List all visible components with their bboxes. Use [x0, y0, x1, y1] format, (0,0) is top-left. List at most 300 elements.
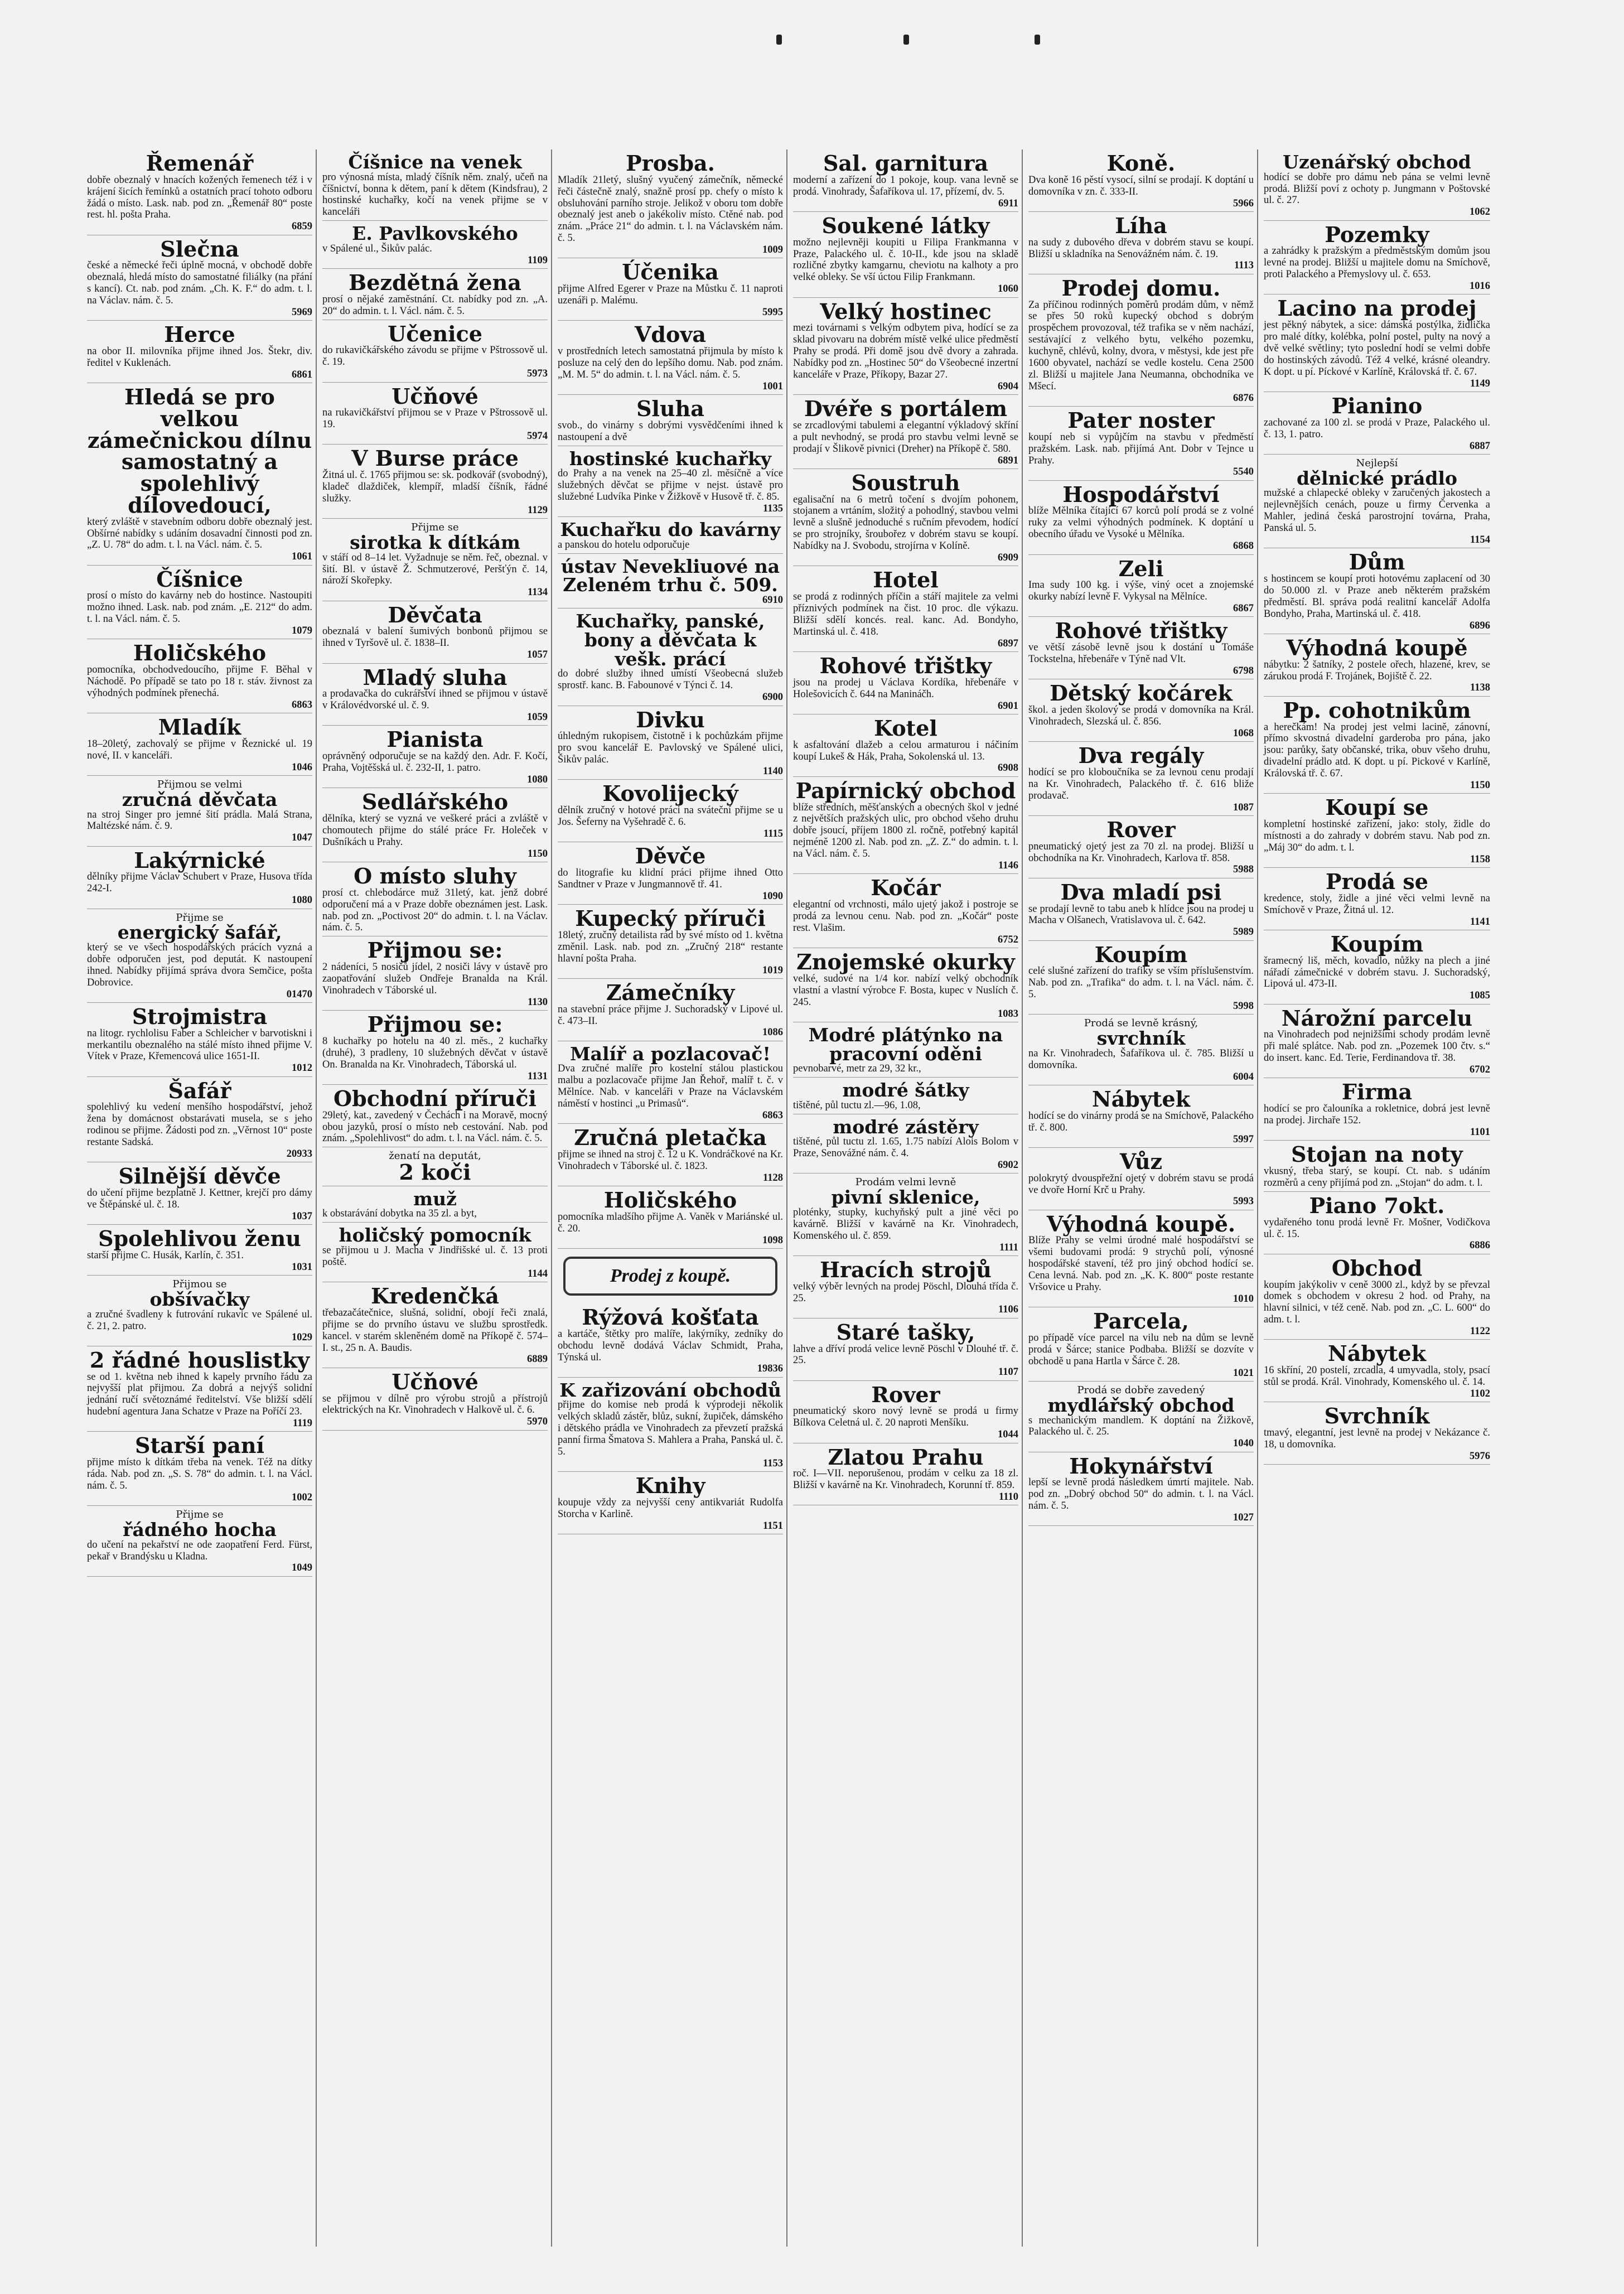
- ad-headline: Starší paní: [135, 1433, 264, 1458]
- ad-body: 16 skříní, 20 postelí, zrcadla, 4 umyvadla, stoly, psací stůl se prodá. Král. Vinohrady, Komenského ul. č. 14.: [1264, 1365, 1490, 1388]
- classified-ad: [793, 1022, 1018, 1078]
- ad-number: 6911: [998, 197, 1018, 209]
- classified-ad: [1028, 212, 1254, 274]
- ad-body: prosí o nějaké zaměstnání. Ct. nabídky pod zn. „A. 20“ do admin. t. l. Václ. nám. č. 5.: [322, 293, 548, 317]
- ad-number: 1031: [292, 1261, 312, 1273]
- ad-body: blíže Mělníka čítající 67 korců polí prodá se z volné ruky za velmi výhodných podmínek. K doptání u obecního úřadu ve Vysoké u Mělníka.: [1028, 505, 1254, 540]
- classified-ad: [793, 469, 1018, 567]
- ad-body: dělník zručný v hotové práci na sváteční přijme se u Jos. Šeferny na Vyšehradě č. 6.: [558, 805, 783, 828]
- ad-number: 1131: [528, 1070, 548, 1082]
- ad-body: do litografie ku klidní práci přijme ihned Otto Sandtner v Praze v Jungmannově tř. 41.: [558, 867, 783, 890]
- ad-number: 5540: [1233, 466, 1254, 478]
- classified-ad: [1264, 1402, 1490, 1465]
- ad-body: se prodají levně to tabu aneb k hlídce jsou na prodej u Macha v Olšanech, Vratislavova ul. č. 642.: [1028, 903, 1254, 926]
- classified-ad: [87, 1506, 312, 1577]
- classified-ad: [322, 936, 548, 1011]
- ad-number: 6909: [998, 552, 1018, 564]
- ad-number: 1110: [999, 1491, 1018, 1503]
- ad-body: ve větší zásobě levně jsou k dostání u Tomáše Tockstelna, hřebenáře v Týně nad Vlt.: [1028, 642, 1254, 665]
- column-2: [319, 149, 552, 2247]
- ad-number: 1049: [292, 1562, 312, 1574]
- ad-headline: Soustruh: [851, 470, 960, 495]
- ad-body: dobře obeznalý v hnacích kožených řemenech též i v krájení šicích řemínků a ostatních prací tohoto odboru žádá o místo. Lask. nab. pod zn. „Řemenář 80“ poste rest. hl. pošta Praha.: [87, 174, 312, 221]
- ad-headline: Hracích strojů: [820, 1257, 992, 1282]
- ad-number: 6910: [762, 595, 783, 606]
- ad-body: dělníka, který se vyzná ve veškeré práci a zvláště v chomoutech přijme do stálé práce Fr. Holeček v Dušníkách u Prahy.: [322, 813, 548, 848]
- ad-headline: hostinské kuchařky: [569, 447, 772, 470]
- classified-ad: [87, 639, 312, 713]
- ad-number: 1109: [528, 254, 548, 266]
- ad-number: 1029: [292, 1332, 312, 1344]
- ad-headline: zručná děvčata: [122, 788, 278, 810]
- ad-headline: Holičského: [133, 640, 267, 666]
- ad-number: 1002: [292, 1491, 312, 1503]
- ad-number: 1085: [1470, 990, 1490, 1002]
- ad-headline: modré zástěry: [833, 1115, 979, 1138]
- ad-headline: Firma: [1341, 1079, 1413, 1105]
- ad-headline: Stojan na noty: [1291, 1142, 1463, 1167]
- ad-number: 1115: [763, 828, 783, 839]
- classified-ad: [793, 1114, 1018, 1174]
- ad-body: se zrcadlovými tabulemi a elegantní výkladový skříní a pult nevhodný, se prodá pro stavbu velmi levně se prodají v Šlikově pivnici (Dreher) na Příkopě č. 580.: [793, 419, 1018, 455]
- classified-ad: [322, 149, 548, 221]
- classified-ad: [322, 445, 548, 519]
- ad-lead: Přijme se: [176, 911, 224, 924]
- ad-body: který zvláště v stavebním odboru dobře obeznalý jest. Obšírné nabídky s udáním dosavadní činnosti pod zn. „Z. U. 78“ do adm. t. l. na Václ. nám. č. 5.: [87, 516, 312, 551]
- classified-ad: [558, 446, 783, 518]
- ad-number: 1101: [1470, 1127, 1490, 1138]
- classified-ad: [322, 788, 548, 862]
- ad-headline: Holičského: [603, 1187, 737, 1213]
- classified-ad: [793, 395, 1018, 469]
- ad-body: přijme Alfred Egerer v Praze na Můstku č. 11 naproti uzenáři p. Malému.: [558, 283, 783, 307]
- ad-headline: 2 řádné houslistky: [89, 1347, 310, 1373]
- ad-body: lepší se levně prodá následkem úmrtí majitele. Nab. pod zn. „Dobrý obchod 50“ do admin. t. l. na Václ. nám. č. 5.: [1028, 1477, 1254, 1512]
- ad-body: s hostincem se koupí proti hotovému zaplacení od 30 do 50.000 zl. v Praze aneb některém pražském předměstí. Bl. správa podá realitní kancelář Adolfa Bondyho, Praha, Martinská ul. č. 418.: [1264, 573, 1490, 620]
- ad-number: 5997: [1233, 1133, 1254, 1145]
- ad-body: kompletní hostinské zařízení, jako: stoly, židle do místnosti a do zahrady v dobrém stavu. Nab pod zn. „Máj 30“ do adm. t. l.: [1264, 819, 1490, 853]
- ad-body: lahve a dříví prodá velice levně Pöschl v Dlouhé tř. č. 25.: [793, 1343, 1018, 1366]
- classified-ad: [1264, 392, 1490, 455]
- ad-number: 6897: [998, 638, 1018, 649]
- ad-headline: Herce: [164, 322, 235, 347]
- ad-number: 5970: [527, 1416, 548, 1428]
- ad-number: 1128: [763, 1172, 783, 1184]
- classified-ad: [87, 847, 312, 909]
- ad-body: Blíže Prahy se velmi úrodné malé hospodářství se všemi budovami prodá: 9 strychů polí, výnosné hospodářské stavení, též pro jiný obchod hodící se. Cena levná. Nab. pod zn. „K. K. 800“ poste restante Vršovice u Prahy.: [1028, 1235, 1254, 1293]
- ad-headline: Strojmistra: [132, 1003, 268, 1029]
- ad-body: do učení na pekařství ne ode zaopatření Ferd. Fürst, pekař v Brandýsku u Kladna.: [87, 1539, 312, 1562]
- classified-ad: [558, 149, 783, 258]
- ad-headline: E. Pavlkovského: [352, 223, 518, 245]
- ad-columns: [84, 149, 1602, 2247]
- ad-body: na stavební práce přijme J. Suchoradský v Lipové ul. č. 473–II.: [558, 1003, 783, 1027]
- ad-number: 5993: [1233, 1196, 1254, 1208]
- ad-headline: Kuchařky, panské, bony a děvčata k vešk. prácí: [576, 610, 765, 670]
- ad-body: úhledným rukopisem, čistotně i k pochůzkám přijme pro svou kancelář E. Pavlovský ve Spálené ulici, Šikův palác.: [558, 731, 783, 766]
- classified-ad: [1264, 634, 1490, 697]
- classified-ad: [322, 1223, 548, 1282]
- ad-headline: Malíř a pozlacovač!: [570, 1042, 771, 1065]
- ad-number: 1068: [1233, 727, 1254, 739]
- classified-ad: [1264, 1340, 1490, 1402]
- ad-number: 1059: [527, 712, 548, 723]
- ad-number: 1044: [998, 1429, 1018, 1441]
- ad-body: na rukavičkářství přijmou se v Praze v Pštrossově ul. 19.: [322, 407, 548, 431]
- ad-headline: Slečna: [160, 236, 239, 262]
- ad-headline: Dvéře s portálem: [804, 396, 1008, 422]
- ad-number: 6702: [1470, 1064, 1490, 1076]
- ad-headline: holičský pomocník: [339, 1224, 531, 1247]
- column-3: [554, 149, 787, 2247]
- ad-headline: Dům: [1348, 549, 1405, 575]
- ad-body: spolehlivý ku vedení menšího hospodářství, jehož žena by domácnost obstarávati musela, se s jeho rodinou se přijme. Žádosti pod zn. „Věrnost 10“ poste restante Sadská.: [87, 1102, 312, 1148]
- classified-ad: [793, 1078, 1018, 1114]
- ad-body: prosí o místo do kavárny neb do hostince. Nastoupiti možno ihned. Lask. nab. pod znám. „E. 212“ do adm. t. l. na Václ. nám. č. 5.: [87, 590, 312, 625]
- ad-lead: ženatí na deputát,: [389, 1150, 481, 1162]
- classified-ad: [322, 1282, 548, 1368]
- ad-body: 2 nádeníci, 5 nosičů jídel, 2 nosiči lávy v ústavě pro zaopatřování služeb Ondřeje Branalda na Král. Vinohradech v Táborské ul.: [322, 962, 548, 996]
- classified-ad: [793, 566, 1018, 652]
- classified-ad: [1264, 1254, 1490, 1340]
- classified-ad: [87, 909, 312, 1003]
- ad-body: ploténky, stupky, kuchyňský pult a jiné věci po kavárně. Bližší v kavárně na Kr. Vinohradech, Komenského ul. č. 859.: [793, 1206, 1018, 1242]
- ad-number: 6863: [762, 1109, 783, 1121]
- ad-number: 1010: [1233, 1293, 1254, 1305]
- ad-body: pomocníka mladšího přijme A. Vaněk v Mariánské ul. č. 20.: [558, 1211, 783, 1234]
- ad-lead: Přijme se: [411, 521, 459, 534]
- ad-headline: Zručná pletačka: [574, 1125, 767, 1151]
- ad-body: oprávněný odporučuje se na každý den. Adr. F. Kočí, Praha, Vojtěšská ul. č. 232-II, 1. patro.: [322, 751, 548, 774]
- ad-body: roč. I—VII. neporušenou, prodám v celku za 18 zl. Bližší v kavárně na Kr. Vinohradech, Korunní tř. 859.: [793, 1468, 1018, 1491]
- ad-headline: mydlářský obchod: [1047, 1394, 1235, 1416]
- ad-headline: Učňové: [392, 1369, 478, 1394]
- ad-number: 1150: [528, 848, 548, 859]
- ad-headline: Nábytek: [1327, 1341, 1427, 1366]
- ad-lead: Přijme se: [176, 1509, 224, 1521]
- ad-number: 1106: [998, 1304, 1018, 1316]
- ad-body: v stáří od 8–14 let. Vyžadnuje se něm. řeč, obeznal. v šití. Bl. v ústavě Ž. Schmutzerové, Peršťýn č. 14, nároží Skořepky.: [322, 552, 548, 587]
- ad-body: egalisační na 6 metrů točení s dvojím pohonem, stojanem a vrtáním, složitý a pohodlný, stavbou velmi levně a slušně jednoduché s ručním převodem, hodící se pro strojníky, šroubořez v dobrém stavu se koupí. Nabídky na J. Svobodu, strojírna v Kolíně.: [793, 494, 1018, 552]
- classified-ad: [322, 320, 548, 383]
- ad-body: na obor II. milovníka přijme ihned Jos. Štekr, div. ředitel v Kuklenách.: [87, 346, 312, 369]
- ad-body: polokrytý dvouspřežní ojetý v dobrém stavu se prodá ve dvoře Horní Krč u Prahy.: [1028, 1172, 1254, 1196]
- ad-headline: Zlatou Prahu: [828, 1444, 984, 1470]
- ad-headline: Spolehlivou ženu: [98, 1226, 301, 1252]
- classified-ad: [558, 1472, 783, 1534]
- ad-number: 01470: [286, 988, 312, 1000]
- ad-number: 6900: [762, 692, 783, 703]
- ad-number: 1113: [1234, 260, 1254, 272]
- classified-ad: [558, 258, 783, 321]
- column-4: [790, 149, 1023, 2247]
- ad-body: Za příčinou rodinných poměrů prodám dům, v němž se přes 50 roků kupecký obchod s dobrým prospěchem provozoval, též trafika se v něm nachází, sestávající z velkého bytu, velkého pozemku, kuchyně, chlévů, kolny, dvora, v městysi, kde jest pře 1600 obyvatel, nachází se vedle kostelu. Cena 2500 zl. Bližší u majitele Jana Neumanna, obchodníka ve Mšecí.: [1028, 299, 1254, 392]
- ad-body: přijme se ihned na stroj č. 12 u K. Vondráčkové na Kr. Vinohradech v Táborské ul. č. 1823.: [558, 1149, 783, 1172]
- ad-headline: Hledá se pro velkou zámečnickou dílnu samostatný a spolehlivý dílovedoucí,: [87, 384, 312, 518]
- ad-headline: Děvčata: [388, 602, 482, 627]
- ad-body: po případě více parcel na vilu neb na dům se levně prodá v Šárce; stanice Podbaba. Bližší se dozvíte v obchodě u pana Hartla v Šárce č. 28.: [1028, 1332, 1254, 1367]
- section-banner: Prodej z koupě.: [563, 1257, 777, 1296]
- ad-number: 1040: [1233, 1438, 1254, 1450]
- ad-body: velký výběr levných na prodej Pöschl, Dlouhá třída č. 25.: [793, 1281, 1018, 1304]
- ad-number: 1134: [528, 587, 548, 598]
- classified-ad: [1264, 794, 1490, 868]
- ad-number: 6876: [1233, 392, 1254, 404]
- ad-headline: sirotka k dítkám: [350, 531, 520, 553]
- classified-ad: [87, 776, 312, 847]
- classified-ad: [1264, 294, 1490, 392]
- classified-ad: [793, 777, 1018, 875]
- classified-ad: [558, 1124, 783, 1186]
- ad-body: pneumatický ojetý jest za 70 zl. na prodej. Bližší u obchodníka na Kr. Vinohradech, Karlova tř. 858.: [1028, 841, 1254, 864]
- ad-number: 1060: [998, 283, 1018, 295]
- ad-headline: Znojemské okurky: [796, 949, 1015, 975]
- classified-ad: [1028, 1307, 1254, 1382]
- ad-headline: Obchod: [1331, 1255, 1423, 1281]
- ad-number: 1061: [292, 551, 312, 563]
- ad-lead: Prodá se dobře zavedený: [1077, 1384, 1205, 1397]
- classified-ad: [87, 383, 312, 566]
- ad-number: 1019: [762, 964, 783, 976]
- ad-headline: Pianista: [386, 727, 484, 752]
- ad-number: 6908: [998, 762, 1018, 774]
- ad-number: 6863: [292, 699, 312, 711]
- ad-body: elegantní od vrchnosti, málo ujetý jakož i postroje se prodá za levnou cenu. Nab. pod zn. „Kočár“ poste rest. Vlašim.: [793, 899, 1018, 934]
- ad-headline: Učenice: [388, 321, 482, 346]
- ad-number: 1158: [1470, 853, 1490, 865]
- ad-number: 5989: [1233, 926, 1254, 938]
- ad-body: a kartáče, štětky pro malíře, lakýrníky, zedníky do obchodu levně dodává Václav Schmidt, Praha, Týnská ul.: [558, 1328, 783, 1363]
- classified-ad: [1264, 221, 1490, 295]
- ad-body: přijme místo k dítkám třeba na venek. Též na dítky ráda. Nab. pod zn. „S. S. 78“ do admin. t. l. na Václ. nám. č. 5.: [87, 1457, 312, 1491]
- ad-body: 8 kuchařky po hotelu na 40 zl. měs., 2 kuchařky (druhé), 3 pradleny, 10 služebných děvčat v ústavě On. Branalda na Kr. Vinohradech, Táborská ul.: [322, 1035, 548, 1070]
- ad-headline: Děvče: [635, 843, 706, 869]
- ad-body: a zahrádky k pražským a předměstským domům jsou levné na prodej. Bližší u majitele domu na Smíchově, proti Palackého a Přemyslovy ul. č. 653.: [1264, 245, 1490, 281]
- ad-number: 1037: [292, 1210, 312, 1222]
- ad-number: 1138: [1470, 682, 1490, 694]
- ad-number: 1129: [528, 504, 548, 516]
- ad-body: s mechanickým mandlem. K doptání na Žižkově, Palackého ul. č. 25.: [1028, 1414, 1254, 1438]
- ad-headline: svrchník: [1096, 1027, 1186, 1050]
- ad-number: 6902: [998, 1160, 1018, 1171]
- ad-headline: Nárožní parcelu: [1281, 1005, 1473, 1031]
- classified-ad: [322, 269, 548, 320]
- ad-body: tištěné, půl tuctu zl.—96, 1.08,: [793, 1099, 921, 1111]
- ad-headline: Koupím: [1330, 931, 1424, 957]
- ad-number: 6901: [998, 700, 1018, 712]
- ad-headline: Výhodná koupě: [1286, 635, 1468, 660]
- ad-headline: Učňové: [392, 383, 478, 409]
- ad-number: 1135: [763, 503, 783, 514]
- classified-ad: [793, 149, 1018, 212]
- ad-headline: obšívačky: [149, 1288, 250, 1310]
- ad-lead: Přijmou se: [172, 1278, 227, 1291]
- ad-headline: Sluha: [636, 396, 704, 422]
- ad-body: mužské a chlapecké obleky v zaručených jakostech a nejlevnějších cenách, pouze u firmy Červenka a Mahler, jediná česká parostrojní továrna, Praha, Panská ul. 5.: [1264, 487, 1490, 534]
- ad-number: 6868: [1233, 540, 1254, 552]
- ad-headline: Číšnice: [156, 566, 243, 592]
- classified-ad: [793, 1173, 1018, 1255]
- ad-body: a herečkám! Na prodej jest velmi lacině, zánovní, přímo skvostná divadelní garderoba pro pána, jako jsou: parůky, šaty občanské, trika, obuv všeho druhu, divadelní prádlo atd. K dopt. u pí. Pickové v Karlíně, Královská tř. č. 67.: [1264, 721, 1490, 780]
- ad-headline: Hospodářství: [1062, 481, 1220, 507]
- ad-headline: Kovolijecký: [602, 781, 738, 806]
- ad-body: pneumatický skoro nový levně se prodá u firmy Bílkova Celetná ul. č. 20 naproti Menšíku.: [793, 1406, 1018, 1429]
- ad-number: 19836: [757, 1363, 783, 1375]
- ad-headline: Kočár: [871, 875, 941, 901]
- ad-body: dělníky přijme Václav Schubert v Praze, Husova třída 242-I.: [87, 871, 312, 895]
- ad-body: Žitná ul. č. 1765 přijmou se: sk. podkovář (svobodný), kladeč dlaždiček, klempíř, mladší číšník, řádné služky.: [322, 470, 548, 504]
- ad-headline: Vdova: [634, 322, 707, 347]
- ad-body: do rukavičkářského závodu se přijme v Pštrossově ul. č. 19.: [322, 345, 548, 368]
- classified-ad: [1028, 407, 1254, 481]
- ad-headline: Lacino na prodej: [1277, 296, 1477, 321]
- classified-ad: [1264, 455, 1490, 548]
- ad-headline: Vůz: [1119, 1148, 1163, 1174]
- ad-headline: Řemenář: [146, 151, 254, 176]
- classified-ad: [87, 1276, 312, 1346]
- ad-number: 1119: [293, 1418, 312, 1429]
- ad-headline: Pater noster: [1067, 407, 1215, 433]
- ad-body: nábytku: 2 šatníky, 2 postele ořech, hlazené, krev, se zárukou prodá F. Trojánek, Bojiště č. 22.: [1264, 659, 1490, 682]
- classified-ad: [1264, 868, 1490, 930]
- ad-headline: Parcela,: [1093, 1308, 1189, 1334]
- ad-headline: Dětský kočárek: [1050, 680, 1232, 706]
- ad-body: v Spálené ul., Šikův palác.: [322, 243, 432, 254]
- ad-headline: Kuchařku do kavárny: [560, 519, 781, 541]
- ad-headline: Rohové třištky: [1055, 618, 1227, 644]
- ad-number: 1009: [762, 244, 783, 256]
- ad-number: 5995: [762, 306, 783, 318]
- ad-headline: Pp. cohotnikům: [1283, 697, 1471, 723]
- ad-number: 6896: [1470, 620, 1490, 631]
- ad-lead: Přijmou se velmi: [157, 779, 243, 791]
- ad-number: 1083: [998, 1008, 1018, 1020]
- classified-ad: [558, 1378, 783, 1472]
- ad-body: koupím jakýkoliv v ceně 3000 zl., když by se převzal domek s obchodem v okresu 2 hod. od Prahy, na hlavní silnici, v též ceně. Nab. pod zn. „C. L. 600“ do adm. t. l.: [1264, 1279, 1490, 1326]
- classified-ad: [1028, 481, 1254, 555]
- print-speck: [903, 35, 909, 45]
- ad-lead: Nejlepší: [1356, 457, 1398, 469]
- classified-ad: [87, 1003, 312, 1077]
- column-1: [84, 149, 317, 2247]
- classified-ad: [1264, 1192, 1490, 1254]
- ad-body: blíže středních, měšťanských a obecných škol v jedné z největších pražských ulic, pro obchod všeho druhu dobře jsoucí, příjem 1800 zl. ročně, potřebný kapitál nejméně 1200 zl. Nab. pod zn. „Z. Z.“ do admin. t. l. na Václ. nám. č. 5.: [793, 801, 1018, 860]
- classified-ad: [793, 948, 1018, 1022]
- classified-ad: [87, 1162, 312, 1225]
- ad-body: 18–20letý, zachovalý se přijme v Řeznické ul. 19 nové, II. v kanceláři.: [87, 738, 312, 761]
- ad-body: jest pěkný nábytek, a sice: dámská postýlka, židlička pro malé dítky, kolébka, polní postel, pulty na nový a dvě velké světliny; tyto poslední hodí se velmi dobře do hostinských závodů. Též 4 velké, krásné oleandry. K dopt. u pí. Píckové v Karlíně, Královská tř. č. 67.: [1264, 320, 1490, 378]
- ad-number: 6904: [998, 380, 1018, 392]
- classified-ad: [87, 713, 312, 776]
- ad-body: a prodavačka do cukrářství ihned se přijmou v ústavě v Královédvorské ul. č. 9.: [322, 688, 548, 712]
- ad-headline: Koně.: [1106, 151, 1176, 176]
- classified-ad: [87, 235, 312, 321]
- ad-body: na Kr. Vinohradech, Šafaříkova ul. č. 785. Bližší u domovníka.: [1028, 1047, 1254, 1071]
- ad-number: 1122: [1470, 1326, 1490, 1337]
- ad-body: k asfaltování dlažeb a celou armaturou i náčiním koupí Lukeš & Hák, Praha, Sokolenská ul. 13.: [793, 739, 1018, 762]
- ad-body: celé slušné zařízení do trafiky se vším příslušenstvím. Nab. pod zn. „Trafika“ do adm. t. l. na Václ. nám. č. 5.: [1028, 965, 1254, 1001]
- ad-number: 1149: [1470, 378, 1490, 389]
- ad-body: kredence, stoly, židle a jiné věci velmi levně na Smíchově v Praze, Žitná ul. 12.: [1264, 892, 1490, 916]
- ad-number: 5973: [527, 368, 548, 380]
- ad-number: 1090: [762, 890, 783, 902]
- classified-ad: [1028, 1085, 1254, 1148]
- classified-ad: [87, 1225, 312, 1276]
- ad-body: se prodá z rodinných příčin a stáří majitele za velmi příznivých podmínek na čist. 10 proc. dle výkazu. Bližší sdělí koncés. real. kanc. Ad. Bondyho, Martinská ul. č. 418.: [793, 591, 1018, 638]
- ad-number: 20933: [286, 1148, 312, 1160]
- ad-headline: Piano 7okt.: [1309, 1192, 1445, 1218]
- ad-headline: V Burse práce: [351, 446, 519, 471]
- ad-number: 1144: [528, 1268, 548, 1279]
- ad-headline: Prodá se: [1326, 869, 1428, 895]
- ad-number: 1150: [1470, 779, 1490, 791]
- classified-ad: [322, 383, 548, 445]
- ad-body: 29letý, kat., zavedený v Čechách i na Moravě, mocný obou jazyků, prosí o místo neb cestování. Nab. pod znám. „Spolehlivost“ do adm. t. l. na Václ. nám. č. 5.: [322, 1109, 548, 1144]
- ad-headline: Koupí se: [1325, 795, 1429, 820]
- classified-ad: [87, 149, 312, 235]
- ad-number: 5969: [292, 306, 312, 318]
- classified-ad: [793, 714, 1018, 777]
- ad-number: 5998: [1233, 1001, 1254, 1012]
- ad-number: 1146: [998, 860, 1018, 871]
- ad-body: české a německé řeči úplně mocná, v obchodě dobře obeznalá, hledá místo do samostatné filiálky (na přání s kancí). Ct. nab. pod znám. „Ch. K. F.“ do adm. t. l. na Václav. nám. č. 5.: [87, 260, 312, 307]
- ad-headline: Modré plátýnko na pracovní oděni: [808, 1023, 1003, 1065]
- ad-headline: Účenika: [622, 259, 719, 285]
- classified-ad: [1028, 941, 1254, 1015]
- ad-body: tištěné, půl tuctu zl. 1.65, 1.75 nabízí Alois Bolom v Praze, Senovážné nám. č. 4.: [793, 1136, 1018, 1160]
- classified-ad: [1028, 1452, 1254, 1527]
- ad-body: obeznalá v balení šumivých bonbonů přijmou se ihned v Tyršově ul. č. 1838–II.: [322, 626, 548, 649]
- ad-body: hodící se pro čalouníka a rokletnice, dobrá jest levně na prodej. Jirchaře 152.: [1264, 1103, 1490, 1127]
- classified-ad: [87, 1346, 312, 1432]
- ad-body: v prostředních letech samostatná přijmula by místo k posluze na celý den do lepšího domu. Nab. pod znám. „M. M. 5“ do admin. t. l. na Václ. nám. č. 5.: [558, 346, 783, 380]
- classified-ad: [1028, 1015, 1254, 1085]
- ad-headline: Prodej domu.: [1061, 275, 1221, 301]
- ad-headline: Sal. garnitura: [823, 151, 989, 176]
- ad-headline: Rover: [1106, 817, 1176, 842]
- ad-number: 1141: [1470, 916, 1490, 928]
- ad-number: 1062: [1470, 206, 1490, 218]
- ad-body: šramecný liš, měch, kovadlo, nůžky na plech a jiné nářadí zámečnické v dobrém stavu. J. Suchoradský, Lipová ul. 473-II.: [1264, 955, 1490, 990]
- classified-ad: [558, 1186, 783, 1249]
- ad-body: hodící se pro kloboučníka se za levnou cenu prodají na Kr. Vinohradech, Palackého tř. č. 616 bliže prodavač.: [1028, 766, 1254, 801]
- ad-number: 1027: [1233, 1512, 1254, 1524]
- classified-ad: [87, 321, 312, 383]
- classified-ad: [1264, 149, 1490, 221]
- classified-ad: [558, 780, 783, 842]
- ad-number: 5966: [1233, 197, 1254, 209]
- ad-number: 5988: [1233, 864, 1254, 876]
- print-speck: [1035, 35, 1040, 45]
- classified-ad: [558, 1041, 783, 1124]
- ad-body: přijme do komise neb prodá k výprodeji několik velkých skladů zástěr, blůz, sukní, župiček, dámského i dětského prádla ve Vinohradech za převzetí pražská panní firma Šmatova S. Mahlera a Praha, Panská ul. č. 5.: [558, 1399, 783, 1458]
- ad-body: starší přijme C. Husák, Karlín, č. 351.: [87, 1249, 244, 1261]
- ad-number: 1012: [292, 1063, 312, 1074]
- ad-headline: Pozemky: [1325, 221, 1429, 247]
- ad-body: do dobré služby ihned umístí Všeobecná služeb sprostř. kanc. B. Fabounové v Týnci č. 14.: [558, 668, 783, 692]
- ad-headline: Bezdětná žena: [349, 270, 521, 296]
- ad-body: který se ve všech hospodářských prácích vyzná a dobře odporučen jest, pod deputát. K nastoupení ihned. Nabídky přijímá správa dvora Semčice, pošta Dobrovice.: [87, 942, 312, 988]
- ad-number: 6004: [1233, 1071, 1254, 1083]
- classified-ad: [558, 1303, 783, 1378]
- ad-headline: K zařizování obchodů: [559, 1379, 781, 1401]
- ad-number: 6867: [1233, 603, 1254, 615]
- classified-ad: [1264, 1141, 1490, 1192]
- ad-body: svob., do vinárny s dobrými vysvědčeními ihned k nastoupení a dvě: [558, 419, 783, 443]
- ad-headline: Mladík: [158, 714, 241, 740]
- classified-ad: [1028, 617, 1254, 679]
- ad-number: 1154: [1470, 534, 1490, 545]
